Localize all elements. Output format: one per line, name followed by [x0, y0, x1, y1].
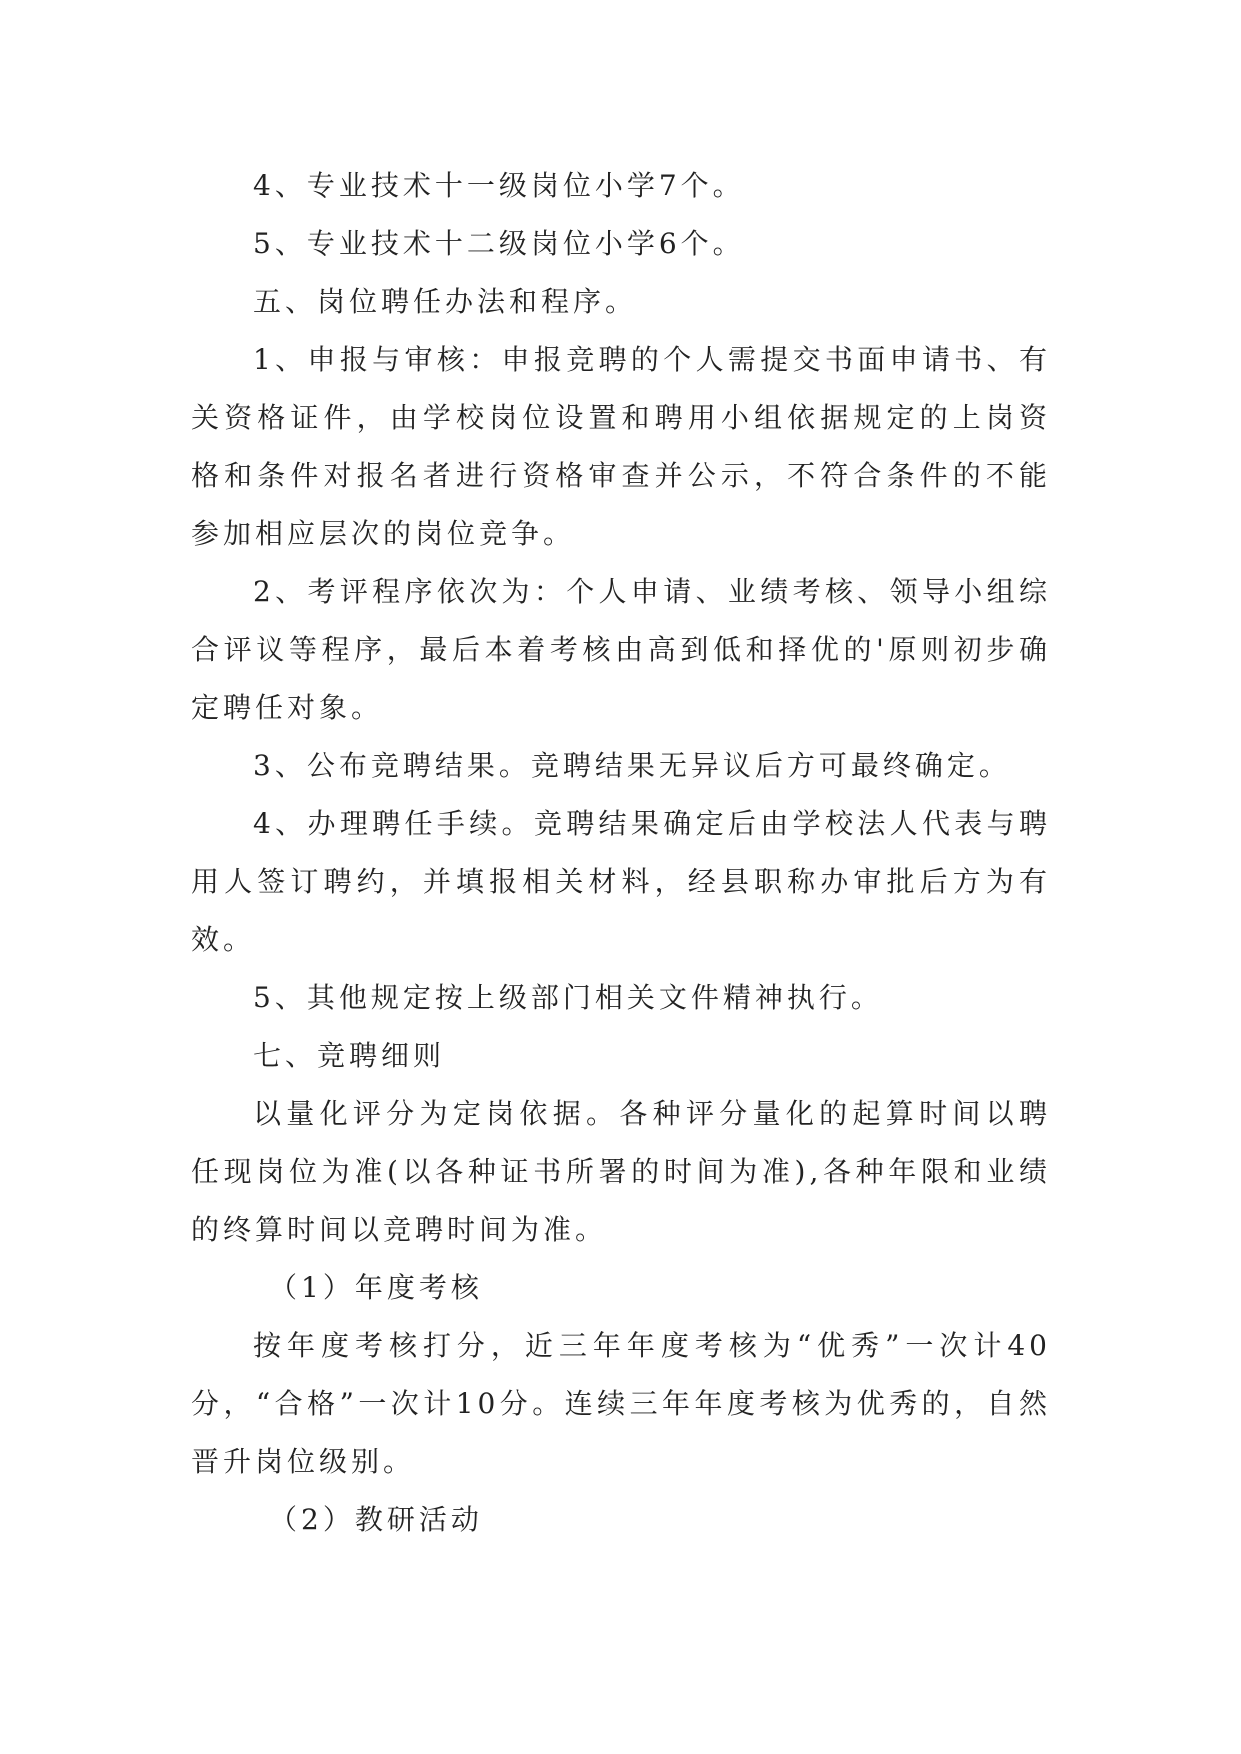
section-heading-appointment-procedure: 五、岗位聘任办法和程序。 — [253, 285, 638, 318]
paragraph-evaluation-procedure: 2、考评程序依次为：个人申请、业绩考核、领导小组综合评议等程序，最后本着考核由高到低和择优的'原则初步确定聘任对象。 — [191, 575, 1051, 724]
paragraph-annual-assessment-scoring: 按年度考核打分，近三年年度考核为“优秀”一次计40分，“合格”一次计10分。连续三年年度考核为优秀的，自然晋升岗位级别。 — [191, 1329, 1051, 1478]
paragraph-publish-results: 3、公布竞聘结果。竞聘结果无异议后方可最终确定。 — [253, 749, 1011, 782]
document-body — [191, 157, 1051, 1549]
section-heading-competition-rules: 七、竞聘细则 — [253, 1039, 446, 1072]
paragraph-other-provisions: 5、其他规定按上级部门相关文件精神执行。 — [253, 981, 883, 1014]
subheading-teaching-research: （2）教研活动 — [269, 1503, 483, 1536]
paragraph-post-level-11: 4、专业技术十一级岗位小学7个。 — [253, 169, 745, 202]
subheading-annual-assessment: （1）年度考核 — [269, 1271, 483, 1304]
paragraph-quantified-scoring: 以量化评分为定岗依据。各种评分量化的起算时间以聘任现岗位为准(以各种证书所署的时间为准),各种年限和业绩的终算时间以竞聘时间为准。 — [191, 1097, 1051, 1246]
paragraph-application-review: 1、申报与审核：申报竞聘的个人需提交书面申请书、有关资格证件，由学校岗位设置和聘用小组依据规定的上岗资格和条件对报名者进行资格审查并公示，不符合条件的不能参加相应层次的岗位竞争。 — [191, 343, 1051, 550]
paragraph-post-level-12: 5、专业技术十二级岗位小学6个。 — [253, 227, 745, 260]
paragraph-appointment-formalities: 4、办理聘任手续。竞聘结果确定后由学校法人代表与聘用人签订聘约，并填报相关材料，经县职称办审批后方为有效。 — [191, 807, 1051, 956]
